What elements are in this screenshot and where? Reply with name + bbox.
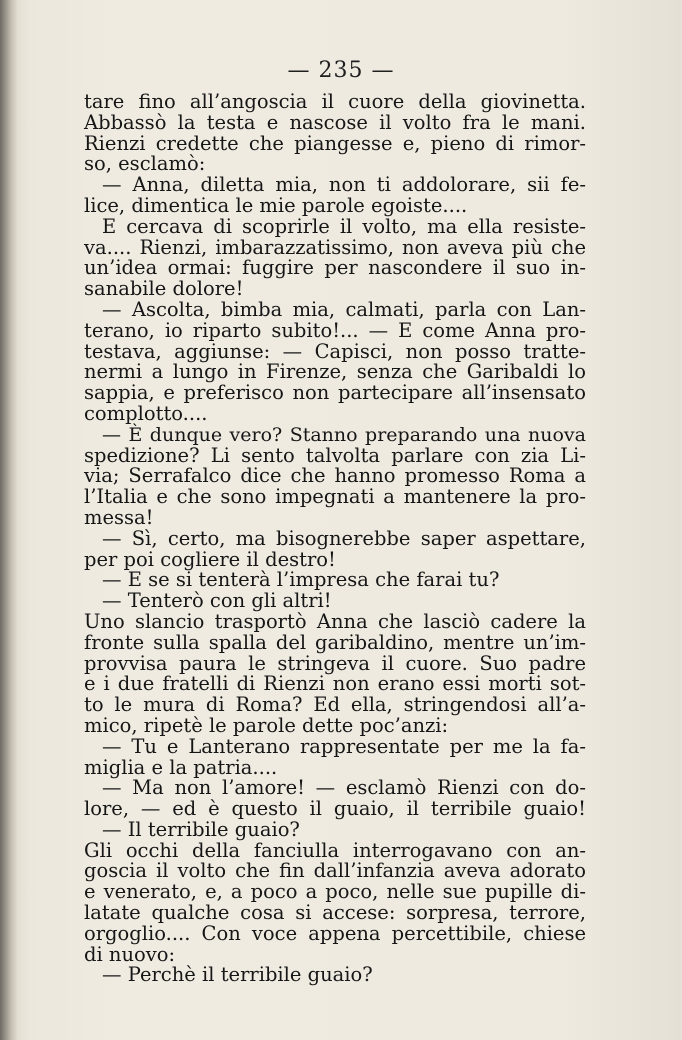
- text-line: — Ascolta, bimba mia, calmati, parla con Lan-: [102, 297, 586, 321]
- text-line: tare fino all’angoscia il cuore della giovinetta.: [84, 90, 586, 113]
- book-spine-shadow: [0, 0, 18, 1040]
- text-line: mico, ripetè le parole dette poc’anzi:: [84, 713, 449, 737]
- text-line: E cercava di scoprirle il volto, ma ella resiste-: [102, 214, 586, 238]
- text-line: messa!: [84, 505, 154, 529]
- text-line: — Il terribile guaio?: [102, 817, 300, 841]
- text-line: — Anna, diletta mia, non ti addolorare, sii fe-: [102, 173, 586, 197]
- text-line: terano, io riparto subito!... — E come Anna pro-: [84, 318, 586, 342]
- text-line: Abbassò la testa e nascose il volto fra le mani.: [84, 110, 586, 134]
- text-line: di nuovo:: [84, 942, 176, 966]
- text-line: lice, dimentica le mie parole egoiste....: [84, 193, 468, 217]
- text-line: nermi a lungo in Firenze, senza che Garibaldi lo: [84, 360, 586, 384]
- text-line: provvisa paura le stringeva il cuore. Suo padre: [84, 651, 586, 675]
- text-line: goscia il volto che fin dall’infanzia aveva adorato: [84, 859, 586, 883]
- text-line: — Perchè il terribile guaio?: [102, 963, 373, 987]
- text-line: fronte sulla spalla del garibaldino, mentre un’im-: [84, 630, 586, 654]
- text-line: latate qualche cosa si accese: sorpresa, terrore,: [84, 901, 586, 925]
- text-line: Gli occhi della fanciulla interrogavano con an-: [84, 838, 586, 862]
- page-number: — 235 —: [287, 58, 395, 83]
- text-line: so, esclamò:: [84, 152, 206, 176]
- text-line: — Sì, certo, ma bisognerebbe saper aspettare,: [102, 526, 586, 550]
- text-line: lore, — ed è questo il guaio, il terribile guaio!: [84, 797, 586, 821]
- page-text: [84, 92, 586, 986]
- text-line: per poi cogliere il destro!: [84, 547, 336, 571]
- text-line: spedizione? Li sento talvolta parlare con zia Li-: [84, 443, 586, 467]
- text-line: sanabile dolore!: [84, 277, 244, 301]
- text-line: — Tenterò con gli altri!: [102, 589, 332, 613]
- text-line: via; Serrafalco dice che hanno promesso Roma a: [84, 464, 586, 488]
- text-line: sappia, e preferisco non partecipare all’insensato: [84, 381, 586, 405]
- text-line: e venerato, e, a poco a poco, nelle sue pupille di-: [84, 880, 586, 904]
- text-line: Rienzi credette che piangesse e, pieno di rimor-: [84, 131, 586, 155]
- text-line: — Ma non l’amore! — esclamò Rienzi con do-: [102, 776, 586, 800]
- text-line: e i due fratelli di Rienzi non erano essi morti sot-: [84, 672, 586, 696]
- text-line: — È dunque vero? Stanno preparando una nuova: [102, 423, 586, 446]
- text-line: va.... Rienzi, imbarazzatissimo, non aveva più che: [84, 235, 586, 259]
- text-line: l’Italia e che sono impegnati a mantenere la pro-: [84, 485, 586, 509]
- text-line: complotto....: [84, 401, 208, 425]
- text-line: to le mura di Roma? Ed ella, stringendosi all’a-: [84, 693, 586, 717]
- text-line: orgoglio.... Con voce appena percettibile, chiese: [84, 921, 586, 945]
- text-line: un’idea ormai: fuggire per nascondere il suo in-: [84, 256, 586, 280]
- text-line: — E se si tenterà l’impresa che farai tu?: [102, 568, 500, 592]
- text-line: Uno slancio trasportò Anna che lasciò cadere la: [84, 609, 586, 633]
- text-line: — Tu e Lanterano rappresentate per me la fa-: [102, 734, 586, 758]
- text-line: testava, aggiunse: — Capisci, non posso tratte-: [84, 339, 586, 363]
- text-line: miglia e la patria....: [84, 755, 278, 779]
